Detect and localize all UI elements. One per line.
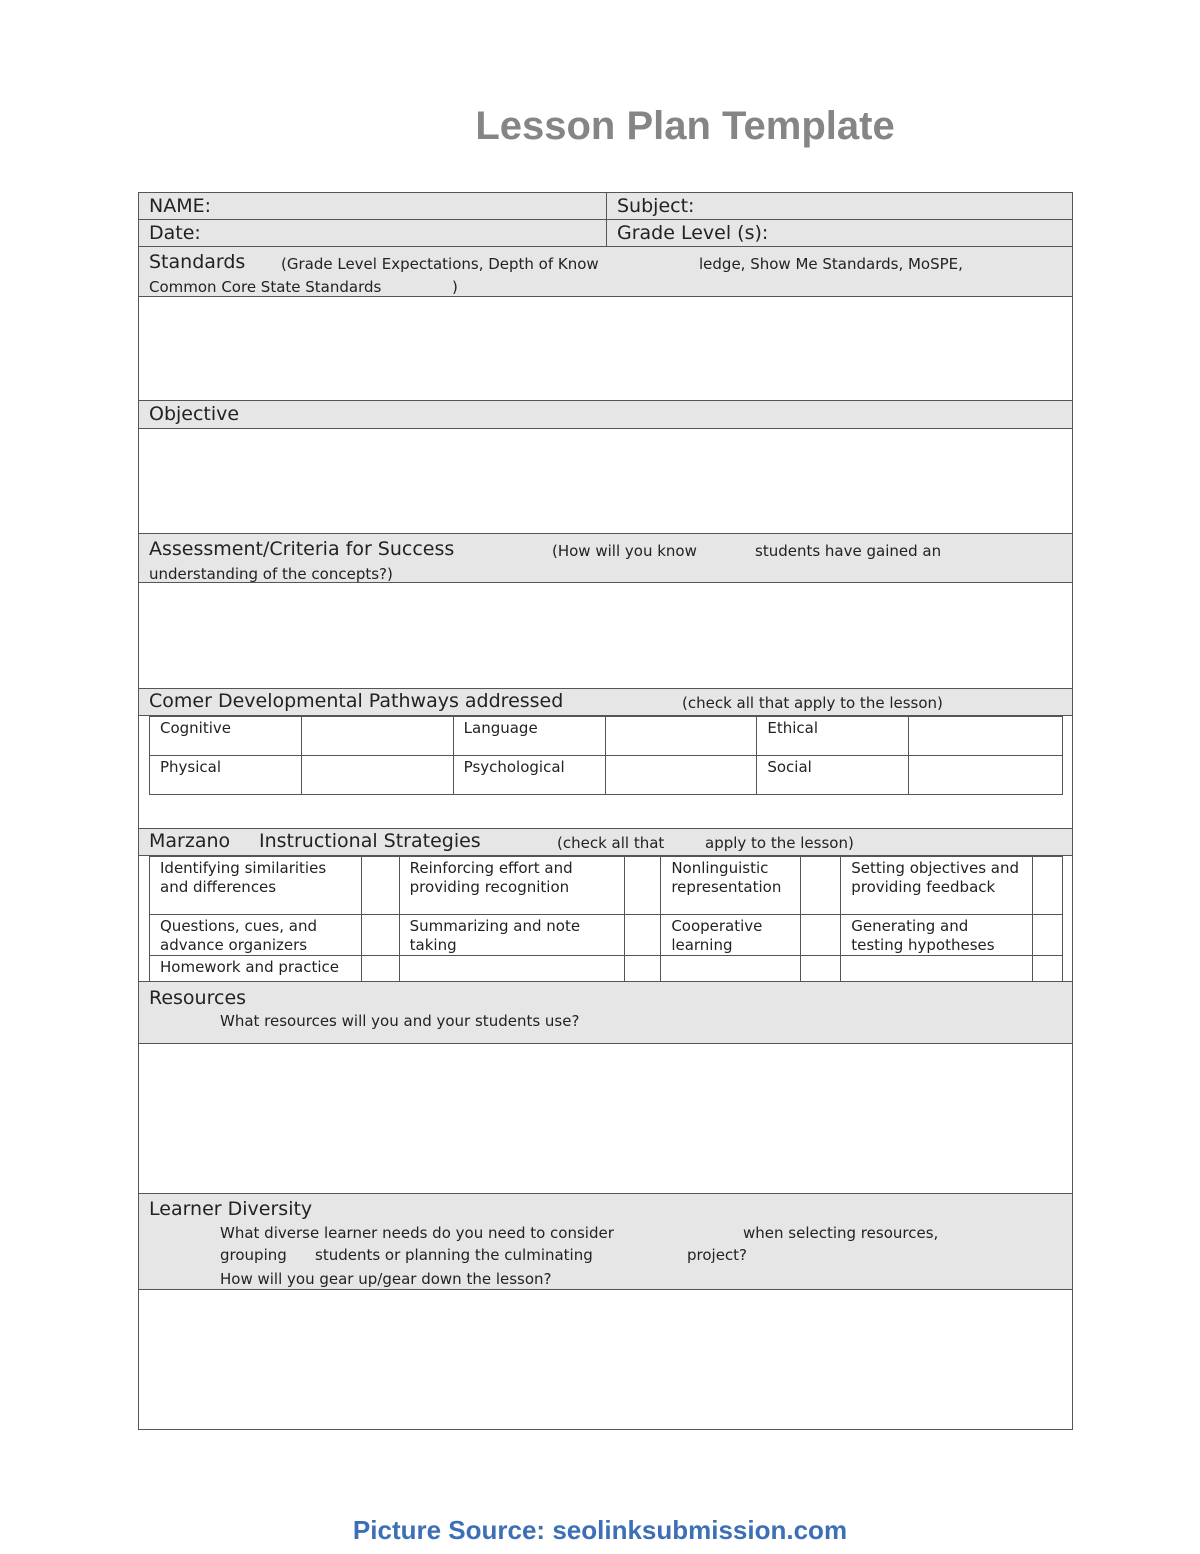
standards-note-part2: ledge, Show Me Standards, MoSPE, [699,255,963,273]
objective-input[interactable] [143,431,1071,535]
resources-question: What resources will you and your students use? [220,1012,580,1030]
pathway-checkbox-cell[interactable] [909,756,1063,795]
strategy-label: Homework and practice [150,956,362,982]
picture-source-credit: Picture Source: seolinksubmission.com [352,1515,848,1545]
strategy-label: Nonlinguistic representation [661,857,801,915]
diversity-heading: Learner Diversity [149,1198,313,1220]
strategy-label: Generating and testing hypotheses [841,915,1033,956]
strategy-checkbox-cell[interactable] [801,857,841,915]
strategy-label: Questions, cues, and advance organizers [150,915,362,956]
marzano-heading-part2: Instructional Strategies [259,830,481,852]
strategy-label: Setting objectives and providing feedback [841,857,1033,915]
strategy-label: Reinforcing effort and providing recognition [399,857,625,915]
strategy-label: Identifying similarities and differences [150,857,362,915]
assessment-heading: Assessment/Criteria for Success [149,538,455,560]
resources-header [139,981,1072,1044]
resources-input[interactable] [143,1046,1071,1195]
pathway-label: Cognitive [150,717,302,756]
marzano-heading-part1: Marzano [149,830,231,852]
strategy-checkbox-cell[interactable] [625,915,661,956]
standards-note-line2: Common Core State Standards [149,278,382,296]
strategy-checkbox-cell[interactable] [1032,857,1062,915]
pathway-checkbox-cell[interactable] [605,717,757,756]
diversity-input[interactable] [143,1292,1071,1428]
strategy-checkbox-cell[interactable] [625,857,661,915]
pathway-label: Psychological [453,756,605,795]
strategy-label: Cooperative learning [661,915,801,956]
assessment-note-line2: understanding of the concepts?) [149,565,393,583]
name-label: NAME: [149,194,212,217]
standards-note-part1: (Grade Level Expectations, Depth of Know [281,255,599,273]
comer-note: (check all that apply to the lesson) [682,694,943,712]
standards-input[interactable] [143,299,1071,401]
strategy-label [841,956,1033,982]
strategy-checkbox-cell[interactable] [361,956,399,982]
lesson-plan-form [138,192,1073,1430]
date-field[interactable] [204,223,603,247]
marzano-header [139,828,1072,856]
strategy-checkbox-cell[interactable] [801,956,841,982]
diversity-line1-part2: when selecting resources, [743,1224,939,1242]
comer-heading: Comer Developmental Pathways addressed [149,690,564,712]
diversity-line2-part2: students or planning the culminating [315,1246,593,1264]
objective-heading: Objective [149,403,240,425]
grade-level-field[interactable] [759,223,1068,247]
pathway-label: Ethical [757,717,909,756]
diversity-line3: How will you gear up/gear down the lesson? [220,1270,552,1288]
strategy-checkbox-cell[interactable] [801,915,841,956]
diversity-line1-part1: What diverse learner needs do you need to consider [220,1224,614,1242]
strategy-label [661,956,801,982]
diversity-line2-part1: grouping [220,1246,287,1264]
diversity-line2-part3: project? [687,1246,748,1264]
objective-header [139,400,1072,429]
marzano-note-part1: (check all that [557,834,665,852]
assessment-header [139,533,1072,583]
strategy-label [399,956,625,982]
pathway-checkbox-cell[interactable] [301,756,453,795]
pathway-label: Language [453,717,605,756]
assessment-input[interactable] [143,585,1071,689]
strategy-checkbox-cell[interactable] [1032,956,1062,982]
strategy-checkbox-cell[interactable] [1032,915,1062,956]
page-title: Lesson Plan Template [475,104,895,148]
standards-note-close: ) [452,278,458,296]
assessment-note-part2: students have gained an [755,542,942,560]
strategy-checkbox-cell[interactable] [361,915,399,956]
comer-pathways-table [149,716,1063,795]
strategy-checkbox-cell[interactable] [625,956,661,982]
grade-level-label: Grade Level (s): [617,222,769,244]
assessment-note-part1: (How will you know [552,542,697,560]
subject-field[interactable] [699,195,1068,219]
marzano-strategies-table [149,856,1063,982]
diversity-header [139,1193,1072,1290]
pathway-checkbox-cell[interactable] [605,756,757,795]
pathway-checkbox-cell[interactable] [909,717,1063,756]
strategy-checkbox-cell[interactable] [361,857,399,915]
standards-heading: Standards [149,251,246,273]
date-label: Date: [149,222,201,244]
strategy-label: Summarizing and note taking [399,915,625,956]
marzano-note-part2: apply to the lesson) [705,834,854,852]
comer-header [139,688,1072,716]
pathway-label: Physical [150,756,302,795]
pathway-checkbox-cell[interactable] [301,717,453,756]
resources-heading: Resources [149,987,247,1009]
header-divider [606,193,607,247]
standards-header [139,246,1072,297]
name-field[interactable] [219,195,603,219]
subject-label: Subject: [617,194,695,217]
pathway-label: Social [757,756,909,795]
